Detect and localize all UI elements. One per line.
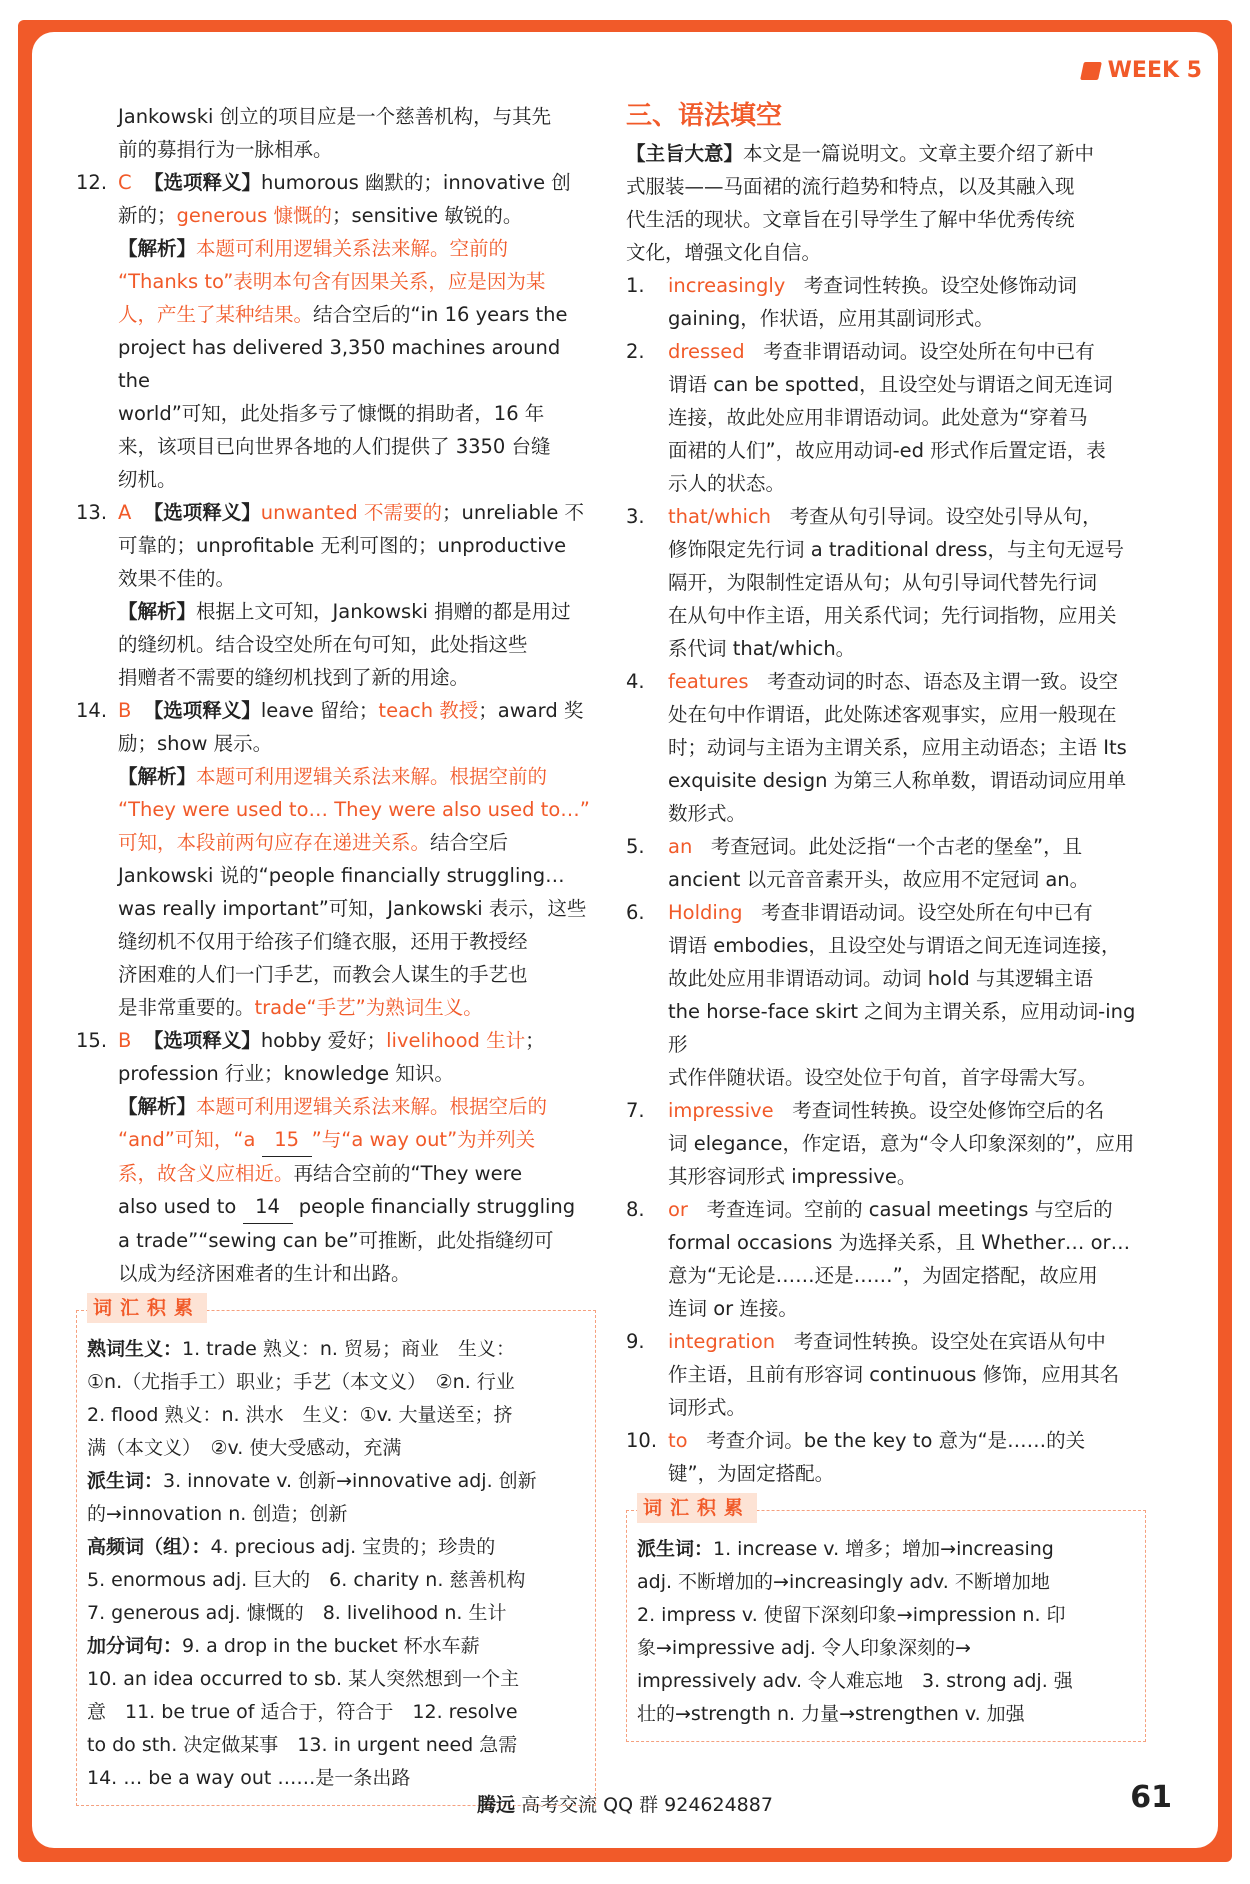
question-number: 8. — [626, 1198, 645, 1221]
vocab-line: 象→impressive adj. 令人印象深刻的→ — [637, 1637, 971, 1659]
grammar-item: 4. features 考查动词的时态、语态及主谓一致。设空 处在句中作谓语，此处陈述客观事实，应用一般现在 时；动词与主语为主谓关系，应用主动语态；主语 Its exquisite design 为第三人称单数，谓语动词应用单 数形式。 — [626, 665, 1146, 830]
vocab-line: ①n.（尤指手工）职业；手艺（本文义） ②n. 行业 — [87, 1371, 515, 1393]
brand-logo: 腾远 — [477, 1794, 516, 1816]
vocab-line: 加分词句：9. a drop in the bucket 杯水车薪 — [87, 1635, 480, 1657]
week-label — [1082, 58, 1202, 83]
answer: B — [118, 699, 132, 722]
grammar-item: 7. impressive 考查词性转换。设空处修饰空后的名 词 elegance，作定语，意为“令人印象深刻的”，应用 其形容词形式 impressive。 — [626, 1094, 1146, 1193]
left-column — [76, 100, 596, 1806]
answer: Holding — [668, 901, 743, 924]
vocab-line: 派生词：1. increase v. 增多；增加→increasing — [637, 1538, 1054, 1560]
question-13: 13. A 【选项释义】unwanted 不需要的；unreliable 不 可靠的；unprofitable 无利可图的；unproductive 效果不佳的。 【解析】根据上文可知，Jankowski 捐赠的都是用过 的缝纫机。结合设空处所在句可知，此处指这些 捐赠者不需要的缝纫机找到了新的用途。 — [76, 496, 596, 694]
footer-text: 高考交流 QQ 群 924624887 — [521, 1794, 773, 1816]
answer: A — [118, 501, 132, 524]
question-number: 10. — [626, 1429, 658, 1452]
vocab-line: 派生词：3. innovate v. 创新→innovative adj. 创新 — [87, 1470, 537, 1492]
blank-14: 14 — [243, 1190, 293, 1224]
question-number: 4. — [626, 670, 645, 693]
vocab-line: 14. … be a way out ……是一条出路 — [87, 1767, 411, 1789]
answer: to — [668, 1429, 688, 1452]
vocab-line: 2. impress v. 使留下深刻印象→impression n. 印 — [637, 1604, 1066, 1626]
vocab-line: 2. flood 熟义：n. 洪水 生义：①v. 大量送至；挤 — [87, 1404, 513, 1426]
page-number: 61 — [1130, 1780, 1172, 1815]
question-number: 15. — [76, 1029, 108, 1052]
answer: dressed — [668, 340, 745, 363]
question-number: 5. — [626, 835, 645, 858]
vocab-line: 5. enormous adj. 巨大的 6. charity n. 慈善机构 — [87, 1569, 526, 1591]
grammar-item: 3. that/which 考查从句引导词。设空处引导从句， 修饰限定先行词 a traditional dress，与主句无逗号 隔开，为限制性定语从句；从句引导词代替先行词 在从句中作主语，用关系代词；先行词指物，应用关 系代词 that/which。 — [626, 500, 1146, 665]
grammar-item: 1. increasingly 考查词性转换。设空处修饰动词 gaining，作状语，应用其副词形式。 — [626, 269, 1146, 335]
grammar-items — [626, 269, 1146, 1490]
intro-paragraph: Jankowski 创立的项目应是一个慈善机构，与其先 前的募捐行为一脉相承。 — [118, 105, 552, 161]
grammar-item: 2. dressed 考查非谓语动词。设空处所在句中已有 谓语 can be spotted，且设空处与谓语之间无连词 连接，故此处应用非谓语动词。此处意为“穿着马 面裙的人们”，故应用动词-ed 形式作后置定语，表 示人的状态。 — [626, 335, 1146, 500]
question-number: 6. — [626, 901, 645, 924]
vocab-line: 10. an idea occurred to sb. 某人突然想到一个主 — [87, 1668, 520, 1690]
answer: impressive — [668, 1099, 774, 1122]
vocab-box-right — [626, 1497, 1146, 1742]
flag-icon — [1080, 62, 1102, 80]
grammar-item: 5. an 考查冠词。此处泛指“一个古老的堡垒”，且 ancient 以元音音素开头，故应用不定冠词 an。 — [626, 830, 1146, 896]
question-15: 15. B 【选项释义】hobby 爱好；livelihood 生计； profession 行业；knowledge 知识。 【解析】本题可利用逻辑关系法来解。根据空后的 “and”可知，“a 15 ”与“a way out”为并列关 系，故含义应相近。再结合空前的“They were also used to 14 people financially struggling a trade”“sewing can be”可推断，此处指缝纫可 以成为经济困难者的生计和出路。 — [76, 1024, 596, 1290]
answer: an — [668, 835, 693, 858]
grammar-item: 6. Holding 考查非谓语动词。设空处所在句中已有 谓语 embodies，且设空处与谓语之间无连词连接， 故此处应用非谓语动词。动词 hold 与其逻辑主语 the horse-face skirt 之间为主谓关系，应用动词-ing 形 式作伴随状语。设空处位于句首，首字母需大写。 — [626, 896, 1146, 1094]
question-number: 13. — [76, 501, 108, 524]
vocab-line: 熟词生义：1. trade 熟义：n. 贸易；商业 生义： — [87, 1338, 515, 1360]
question-12: 12. C 【选项释义】humorous 幽默的；innovative 创 新的；generous 慷慨的；sensitive 敏锐的。 【解析】本题可利用逻辑关系法来解。空前的 “Thanks to”表明本句含有因果关系，应是因为某 人，产生了某种结果。结合空后的“in 16 years the project has delivered 3,350 machines around the world”可知，此处指多亏了慷慨的捐助者，16 年 来，该项目已向世界各地的人们提供了 3350 台缝 纫机。 — [76, 166, 596, 496]
question-number: 12. — [76, 171, 108, 194]
vocab-box-left — [76, 1297, 596, 1806]
question-number: 1. — [626, 274, 645, 297]
vocab-tag: 词汇积累 — [637, 1493, 757, 1523]
week-text: WEEK 5 — [1107, 58, 1202, 83]
right-column — [626, 100, 1146, 1742]
grammar-item: 9. integration 考查词性转换。设空处在宾语从句中 作主语，且前有形容词 continuous 修饰，应用其名 词形式。 — [626, 1325, 1146, 1424]
question-number: 2. — [626, 340, 645, 363]
vocab-line: to do sth. 决定做某事 13. in urgent need 急需 — [87, 1734, 518, 1756]
section-title: 三、语法填空 — [626, 101, 783, 131]
blank-15: 15 — [262, 1123, 312, 1157]
footer — [0, 1790, 1250, 1817]
vocab-line: 满（本文义） ②v. 使大受感动，充满 — [87, 1437, 402, 1459]
answer: B — [118, 1029, 132, 1052]
question-number: 9. — [626, 1330, 645, 1353]
answer: increasingly — [668, 274, 786, 297]
question-number: 14. — [76, 699, 108, 722]
vocab-line: 高频词（组）：4. precious adj. 宝贵的；珍贵的 — [87, 1536, 496, 1558]
vocab-line: adj. 不断增加的→increasingly adv. 不断增加地 — [637, 1571, 1050, 1593]
vocab-line: 的→innovation n. 创造；创新 — [87, 1503, 348, 1525]
question-number: 3. — [626, 505, 645, 528]
answer: C — [118, 171, 132, 194]
question-number: 7. — [626, 1099, 645, 1122]
answer: that/which — [668, 505, 771, 528]
grammar-item: 8. or 考查连词。空前的 casual meetings 与空后的 formal occasions 为选择关系，且 Whether… or… 意为“无论是……还是……”，为固定搭配，故应用 连词 or 连接。 — [626, 1193, 1146, 1325]
answer: integration — [668, 1330, 776, 1353]
vocab-line: 壮的→strength n. 力量→strengthen v. 加强 — [637, 1703, 1025, 1725]
answer: features — [668, 670, 749, 693]
vocab-line: 7. generous adj. 慷慨的 8. livelihood n. 生计 — [87, 1602, 507, 1624]
answer: or — [668, 1198, 688, 1221]
grammar-item: 10. to 考查介词。be the key to 意为“是……的关 键”，为固定搭配。 — [626, 1424, 1146, 1490]
vocab-line: 意 11. be true of 适合于，符合于 12. resolve — [87, 1701, 518, 1723]
summary: 【主旨大意】本文是一篇说明文。文章主要介绍了新中 式服装——马面裙的流行趋势和特点，以及其融入现 代生活的现状。文章旨在引导学生了解中华优秀传统 文化，增强文化自信。 — [626, 142, 1095, 264]
vocab-line: impressively adv. 令人难忘地 3. strong adj. 强 — [637, 1670, 1073, 1692]
question-14: 14. B 【选项释义】leave 留给；teach 教授；award 奖 励；show 展示。 【解析】本题可利用逻辑关系法来解。根据空前的 “They were used to… They were also used to…” 可知，本段前两句应存在递进关系。结合空后 Jankowski 说的“people financially struggling… was really important”可知，Jankowski 表示，这些 缝纫机不仅用于给孩子们缝衣服，还用于教授经 济困难的人们一门手艺，而教会人谋生的手艺也 是非常重要的。trade“手艺”为熟词生义。 — [76, 694, 596, 1024]
vocab-tag: 词汇积累 — [87, 1293, 207, 1323]
